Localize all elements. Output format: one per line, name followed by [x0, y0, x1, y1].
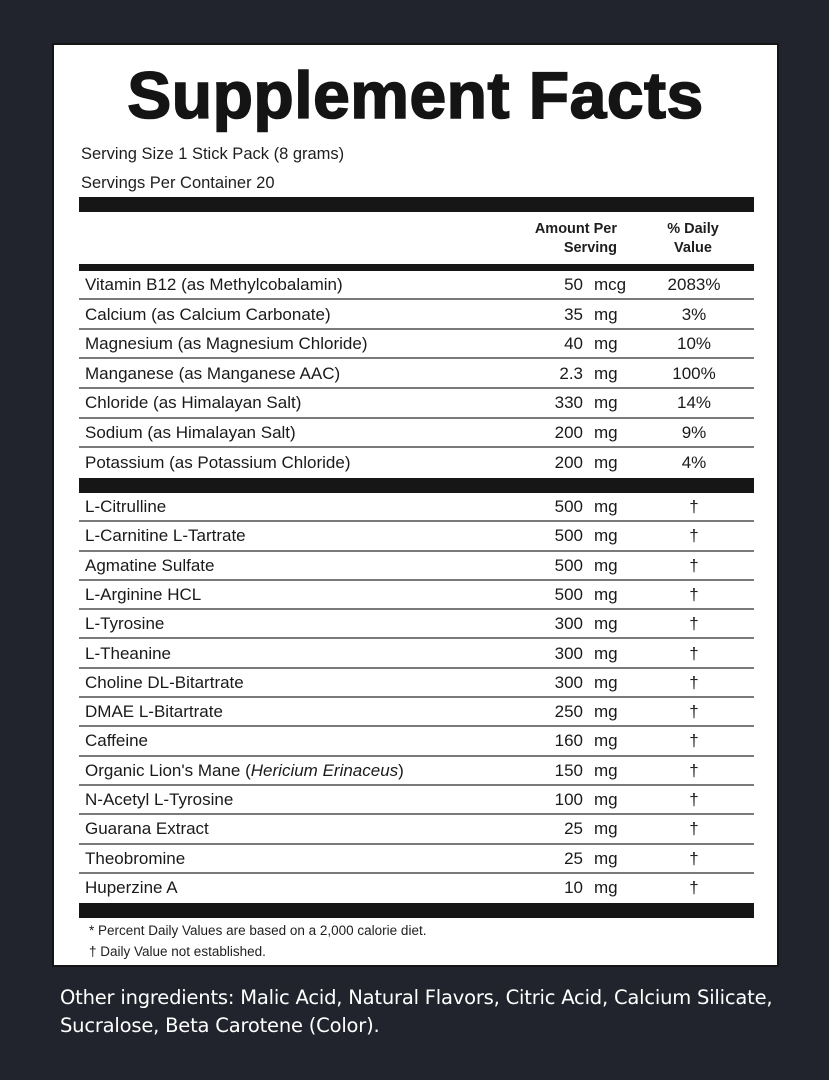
table-row	[79, 301, 754, 330]
amount-unit: mg	[594, 643, 618, 663]
amount-value: 50	[564, 275, 583, 294]
ingredient-name	[85, 878, 178, 898]
ingredient-name-text: L-Arginine HCL	[85, 584, 202, 604]
ingredient-name-text: Huperzine A	[85, 877, 178, 897]
divider-bar-middle	[79, 478, 754, 493]
footnote-percent-daily-values: * Percent Daily Values are based on a 2,000 calorie diet.	[89, 923, 427, 938]
ingredient-name-text: Potassium (as Potassium Chloride)	[85, 452, 351, 472]
amount-value: 10	[564, 877, 583, 897]
daily-value: †	[689, 497, 699, 516]
amount-unit: mg	[594, 363, 618, 383]
amount-unit: mg	[594, 555, 618, 575]
table-row	[79, 389, 754, 418]
divider-bar-bottom	[79, 903, 754, 918]
ingredient-name-text: Magnesium (as Magnesium Chloride)	[85, 334, 368, 354]
amount-value: 40	[564, 334, 583, 354]
amount-unit: mg	[594, 790, 618, 809]
daily-value: 3%	[681, 304, 707, 324]
ingredient-name-text: Vitamin B12 (as Methylcobalamin)	[85, 275, 343, 294]
table-row	[79, 610, 754, 639]
table-row	[79, 698, 754, 727]
amount-value: 500	[554, 526, 583, 546]
column-header-amount-line2: Serving	[563, 240, 617, 256]
amount-unit: mg	[594, 672, 618, 692]
table-row	[79, 419, 754, 448]
ingredient-name	[85, 673, 244, 693]
table-row	[79, 874, 754, 903]
daily-value: †	[689, 790, 699, 809]
table-row	[79, 360, 754, 389]
ingredient-name	[85, 305, 331, 325]
table-row	[79, 271, 754, 300]
ingredient-name-text: L-Carnitine L-Tartrate	[85, 526, 246, 546]
table-row	[79, 493, 754, 522]
ingredient-name	[85, 497, 166, 517]
amount-unit: mg	[594, 702, 618, 722]
ingredient-name-text: N-Acetyl L-Tyrosine	[85, 790, 234, 809]
daily-value: 2083%	[667, 275, 721, 294]
table-row	[79, 640, 754, 669]
column-header-daily-value	[654, 220, 732, 258]
amount-value: 35	[564, 304, 583, 324]
daily-value: 10%	[676, 334, 712, 354]
ingredient-name-text: L-Theanine	[85, 643, 172, 663]
table-row	[79, 815, 754, 844]
panel-title: Supplement Facts	[127, 58, 704, 132]
daily-value: †	[689, 584, 699, 604]
daily-value: †	[689, 731, 699, 751]
ingredient-name-text: Organic Lion's Mane (	[85, 760, 251, 780]
table-row	[79, 449, 754, 478]
table-row	[79, 522, 754, 551]
ingredient-name	[85, 849, 185, 869]
ingredient-name	[85, 790, 233, 810]
daily-value: †	[689, 643, 699, 663]
ingredient-name-text: Agmatine Sulfate	[85, 555, 215, 575]
daily-value: 100%	[672, 363, 716, 383]
ingredient-name-text: Choline DL-Bitartrate	[85, 672, 244, 692]
amount-value: 2.3	[559, 363, 583, 383]
ingredient-name	[85, 702, 223, 722]
amount-value: 500	[554, 584, 583, 604]
ingredient-name	[85, 731, 148, 751]
amount-unit: mg	[594, 584, 618, 604]
daily-value: †	[689, 760, 699, 780]
amount-value: 100	[554, 790, 583, 809]
ingredient-name	[85, 423, 296, 443]
ingredient-name-suffix: )	[398, 760, 404, 780]
ingredient-name	[85, 393, 301, 413]
footnote-dagger: † Daily Value not established.	[89, 944, 266, 959]
ingredient-latin-name: Hericium Erinaceus	[250, 760, 399, 780]
amount-unit: mg	[594, 731, 618, 751]
ingredient-name-text: Calcium (as Calcium Carbonate)	[85, 304, 331, 324]
amount-value: 300	[554, 672, 583, 692]
ingredient-name	[85, 614, 164, 634]
daily-value: †	[689, 877, 699, 897]
daily-value: 14%	[676, 393, 712, 413]
amount-unit: mcg	[594, 275, 627, 294]
column-header-dv-line2: Value	[674, 240, 712, 256]
daily-value: †	[689, 526, 699, 546]
amount-value: 160	[554, 731, 583, 751]
ingredient-name	[85, 526, 246, 546]
amount-value: 250	[554, 702, 583, 722]
serving-size: Serving Size 1 Stick Pack (8 grams)	[81, 145, 345, 163]
column-header-amount-line1: Amount Per	[534, 221, 617, 237]
amount-unit: mg	[594, 848, 618, 868]
table-row	[79, 757, 754, 786]
amount-unit: mg	[594, 497, 618, 516]
ingredient-name	[85, 364, 340, 384]
divider-bar-header	[79, 264, 754, 271]
ingredient-name-text: Theobromine	[85, 848, 186, 868]
table-row	[79, 845, 754, 874]
daily-value: †	[689, 555, 699, 575]
amount-unit: mg	[594, 526, 618, 546]
amount-value: 25	[564, 848, 583, 868]
ingredient-name	[85, 585, 201, 605]
ingredient-name	[85, 761, 404, 781]
amount-unit: mg	[594, 334, 618, 354]
daily-value: †	[689, 848, 699, 868]
daily-value: 4%	[681, 452, 707, 472]
servings-per-container: Servings Per Container 20	[81, 174, 275, 192]
table-row	[79, 552, 754, 581]
ingredient-name-text: Caffeine	[85, 731, 149, 751]
ingredient-name	[85, 334, 368, 354]
daily-value: †	[689, 702, 699, 722]
ingredient-name	[85, 819, 209, 839]
table-row	[79, 727, 754, 756]
daily-value: 9%	[681, 423, 707, 442]
amount-unit: mg	[594, 819, 618, 839]
amount-value: 200	[554, 452, 583, 472]
column-header-amount	[497, 220, 617, 258]
amount-unit: mg	[594, 393, 618, 413]
column-header-dv-line1: % Daily	[667, 221, 719, 237]
other-ingredients-text: Other ingredients: Malic Acid, Natural Flavors, Citric Acid, Calcium Silicate, Sucralose, Beta Carotene (Color).	[60, 986, 773, 1037]
amount-unit: mg	[594, 877, 618, 897]
ingredient-name-text: Chloride (as Himalayan Salt)	[85, 393, 302, 413]
table-row	[79, 669, 754, 698]
ingredient-name-text: Guarana Extract	[85, 819, 209, 839]
daily-value: †	[689, 672, 699, 692]
ingredient-name-text: L-Citrulline	[85, 497, 167, 516]
divider-bar-top	[79, 197, 754, 212]
amount-value: 150	[554, 760, 583, 780]
ingredient-name-text: Manganese (as Manganese AAC)	[85, 363, 341, 383]
ingredient-name-text: L-Tyrosine	[85, 614, 165, 634]
table-row	[79, 786, 754, 815]
ingredient-name-text: Sodium (as Himalayan Salt)	[85, 423, 296, 442]
ingredient-name-text: DMAE L-Bitartrate	[85, 702, 223, 722]
supplement-facts-panel	[52, 43, 779, 967]
amount-value: 200	[554, 423, 583, 442]
amount-value: 330	[554, 393, 583, 413]
amount-unit: mg	[594, 423, 618, 442]
table-row	[79, 581, 754, 610]
amount-unit: mg	[594, 304, 618, 324]
amount-value: 500	[554, 555, 583, 575]
amount-value: 300	[554, 643, 583, 663]
amount-value: 300	[554, 614, 583, 634]
amount-value: 25	[564, 819, 583, 839]
ingredient-name	[85, 275, 343, 295]
amount-unit: mg	[594, 614, 618, 634]
amount-unit: mg	[594, 760, 618, 780]
table-row	[79, 330, 754, 359]
amount-value: 500	[554, 497, 583, 516]
ingredient-name	[85, 644, 171, 664]
amount-unit: mg	[594, 452, 618, 472]
ingredient-name	[85, 453, 350, 473]
daily-value: †	[689, 614, 699, 634]
daily-value: †	[689, 819, 699, 839]
ingredient-name	[85, 556, 214, 576]
